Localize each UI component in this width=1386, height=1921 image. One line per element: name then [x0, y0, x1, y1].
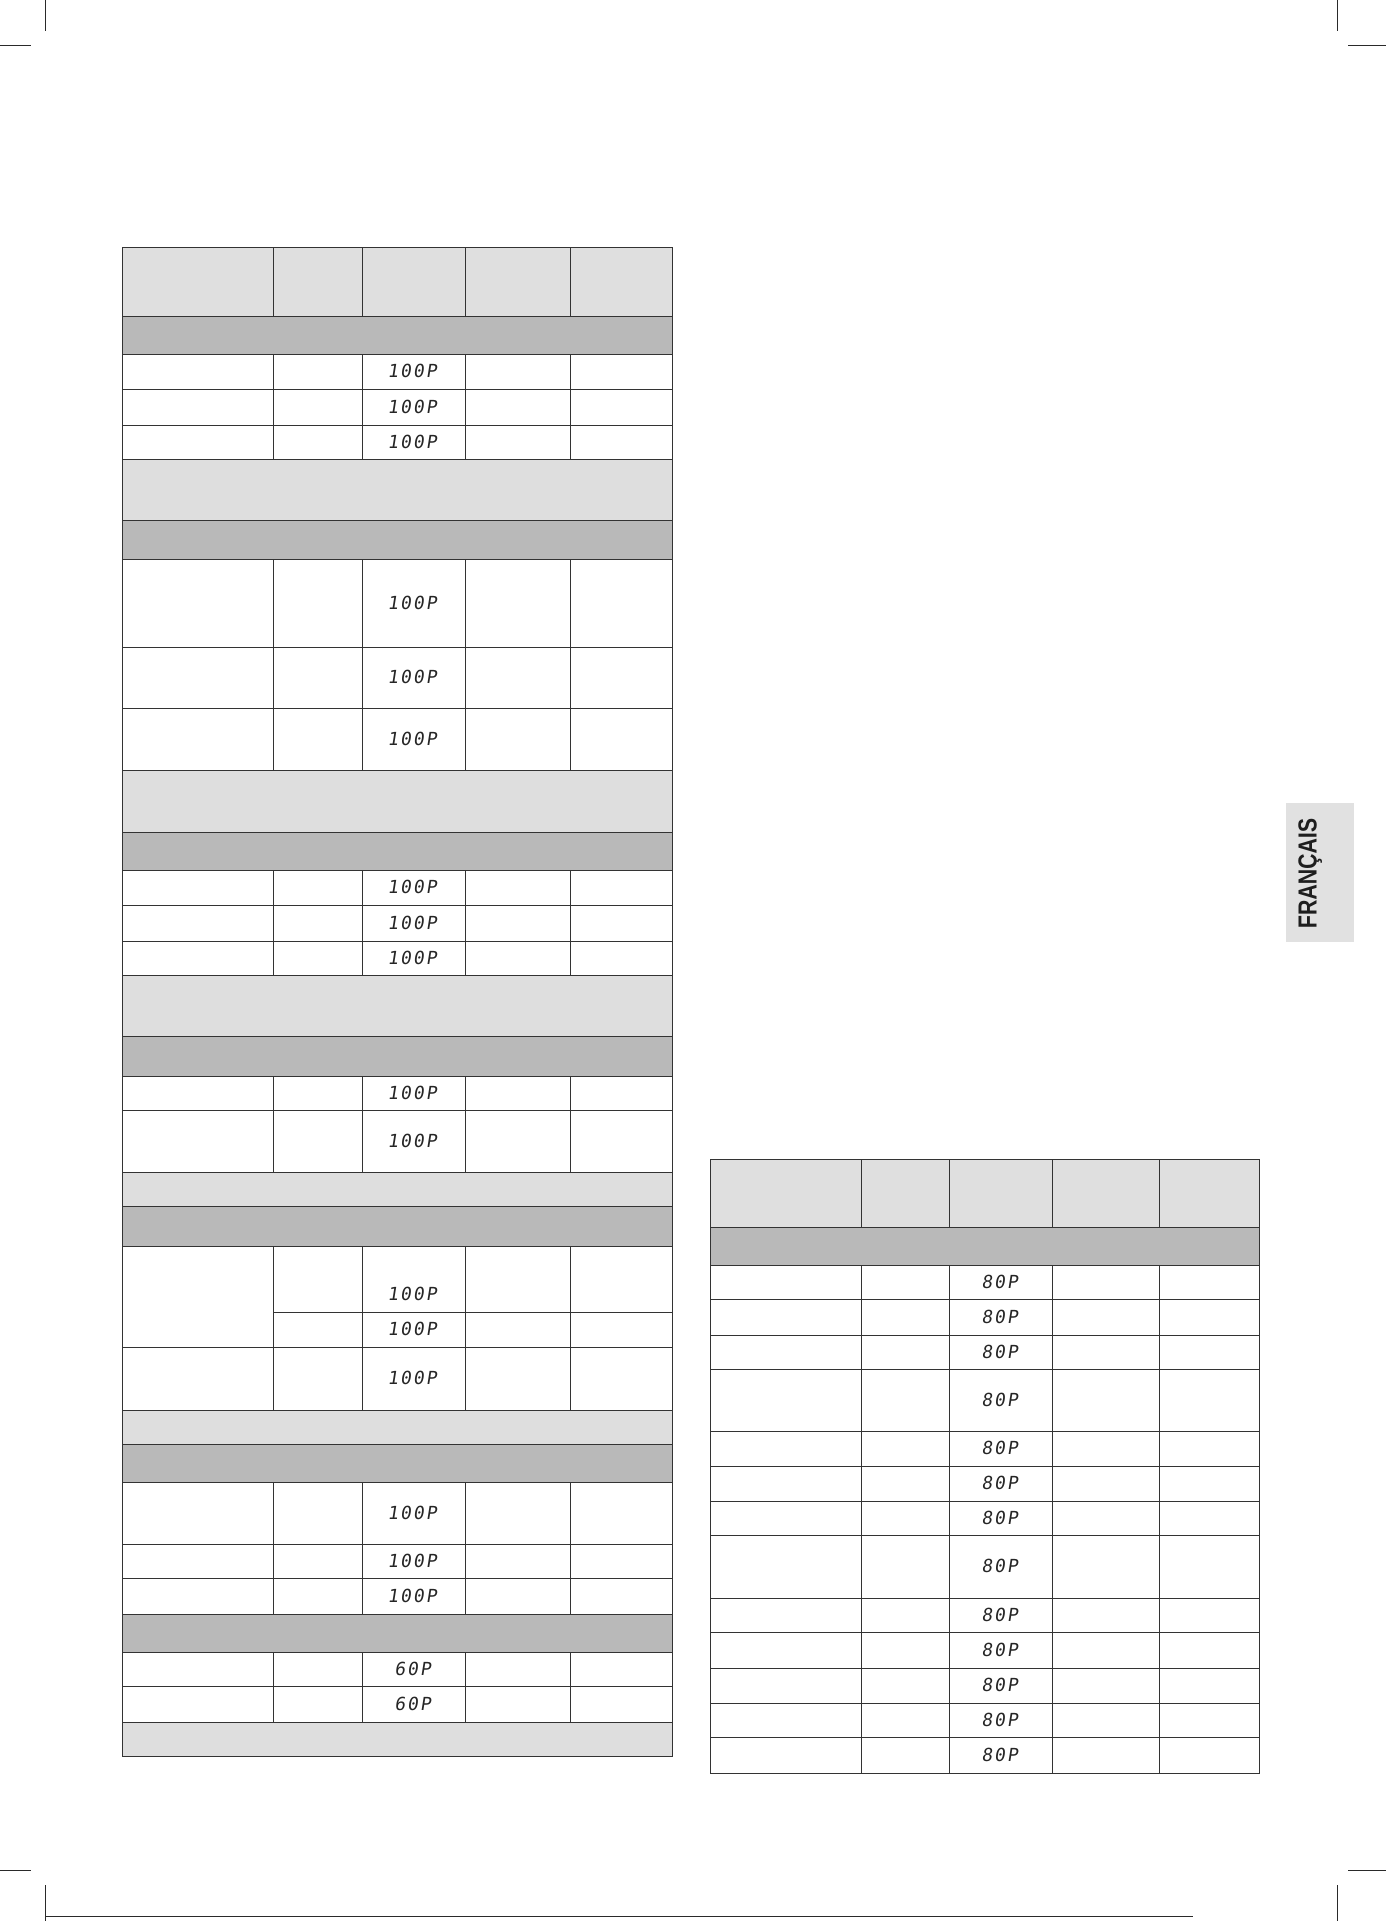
language-tab	[1286, 803, 1354, 942]
display-cell	[363, 1687, 465, 1722]
note-row	[123, 1173, 672, 1206]
table-cell	[571, 709, 672, 770]
display-readout: 100P	[386, 667, 442, 688]
table-cell	[571, 906, 672, 941]
table-cell	[466, 906, 570, 941]
crop-mark	[0, 45, 31, 46]
table-cell	[1053, 1669, 1159, 1703]
display-cell	[950, 1599, 1052, 1632]
table-cell	[571, 560, 672, 647]
display-readout: 100P	[386, 1082, 442, 1104]
table-cell	[123, 1348, 273, 1410]
display-cell	[363, 1348, 465, 1410]
table-cell	[862, 1336, 949, 1369]
display-readout: 80P	[980, 1271, 1022, 1293]
display-readout: 80P	[980, 1675, 1022, 1696]
table-cell	[1053, 1704, 1159, 1737]
table-cell	[274, 1247, 362, 1312]
table-cell	[1053, 1738, 1159, 1773]
table-cell	[1160, 1738, 1259, 1773]
table-cell	[466, 1247, 570, 1312]
display-cell	[950, 1300, 1052, 1335]
table-cell	[123, 1653, 273, 1686]
table-cell	[862, 1300, 949, 1335]
table-cell	[862, 1536, 949, 1598]
table-cell	[466, 390, 570, 425]
display-readout: 100P	[386, 728, 442, 750]
display-cell	[950, 1536, 1052, 1598]
display-readout: 100P	[386, 592, 442, 614]
table-cell	[466, 1687, 570, 1722]
display-cell	[363, 871, 465, 905]
table-cell	[711, 1536, 861, 1598]
table-cell	[466, 426, 570, 459]
table-cell	[466, 1653, 570, 1686]
table-cell	[466, 1348, 570, 1410]
display-readout: 80P	[980, 1604, 1022, 1626]
section-row	[123, 833, 672, 870]
section-row	[123, 1037, 672, 1076]
table-cell	[711, 1432, 861, 1466]
table-cell	[711, 1266, 861, 1299]
display-readout: 80P	[980, 1473, 1022, 1494]
table-cell	[123, 709, 273, 770]
table-cell	[1053, 1336, 1159, 1369]
display-cell	[950, 1266, 1052, 1299]
table-cell	[274, 871, 362, 905]
table-cell	[1053, 1502, 1159, 1535]
display-readout: 100P	[386, 1368, 442, 1389]
table-cell	[571, 1348, 672, 1410]
table-cell	[123, 906, 273, 941]
table-cell	[466, 1483, 570, 1544]
display-cell	[363, 1483, 465, 1544]
header-cell	[711, 1160, 861, 1227]
table-cell	[274, 1483, 362, 1544]
table-cell	[1053, 1599, 1159, 1632]
display-cell	[363, 426, 465, 459]
table-cell	[571, 390, 672, 425]
display-cell	[363, 648, 465, 708]
header-cell	[123, 248, 273, 316]
table-cell	[571, 1687, 672, 1722]
table-cell	[274, 1687, 362, 1722]
table-cell	[1053, 1300, 1159, 1335]
table-cell	[274, 906, 362, 941]
table-cell	[711, 1502, 861, 1535]
display-cell	[363, 1313, 465, 1347]
table-cell	[466, 1111, 570, 1172]
table-cell	[571, 871, 672, 905]
table-cell	[1053, 1432, 1159, 1466]
table-cell	[571, 1653, 672, 1686]
table-cell	[571, 1077, 672, 1110]
table-cell	[571, 648, 672, 708]
display-readout: 100P	[386, 396, 442, 418]
crop-mark	[45, 0, 46, 31]
table-cell	[862, 1266, 949, 1299]
table-cell	[1160, 1704, 1259, 1737]
table-cell	[1160, 1370, 1259, 1431]
display-cell	[950, 1669, 1052, 1703]
display-readout: 80P	[980, 1341, 1022, 1363]
display-readout: 80P	[980, 1507, 1022, 1529]
header-cell	[274, 248, 362, 316]
note-row	[123, 771, 672, 832]
table-cell	[711, 1599, 861, 1632]
table-cell	[274, 1348, 362, 1410]
table-cell	[123, 942, 273, 975]
table-cell	[274, 1579, 362, 1614]
display-readout: 60P	[393, 1658, 435, 1680]
display-readout: 100P	[386, 1284, 442, 1305]
table-cell	[711, 1300, 861, 1335]
footer-rule	[45, 1916, 1193, 1917]
table-cell	[274, 355, 362, 389]
table-cell	[466, 1545, 570, 1578]
section-row	[123, 521, 672, 559]
table-cell	[274, 942, 362, 975]
display-cell	[363, 1545, 465, 1578]
display-readout: 80P	[980, 1556, 1022, 1577]
table-cell	[711, 1336, 861, 1369]
table-cell	[123, 1077, 273, 1110]
table-cell	[123, 1247, 273, 1347]
table-cell	[571, 426, 672, 459]
table-cell	[862, 1467, 949, 1501]
table-cell	[466, 709, 570, 770]
note-row	[123, 460, 672, 520]
table-cell	[571, 1483, 672, 1544]
table-cell	[123, 355, 273, 389]
table-cell	[571, 1247, 672, 1312]
table-cell	[1160, 1432, 1259, 1466]
display-cell	[363, 355, 465, 389]
display-readout: 80P	[980, 1306, 1022, 1328]
note-row	[123, 976, 672, 1036]
table-cell	[571, 942, 672, 975]
display-readout: 60P	[393, 1693, 435, 1715]
table-cell	[1160, 1300, 1259, 1335]
table-cell	[862, 1432, 949, 1466]
table-right	[710, 1159, 1260, 1774]
display-readout: 100P	[386, 1585, 442, 1607]
table-cell	[711, 1467, 861, 1501]
table-cell	[1160, 1633, 1259, 1668]
table-cell	[466, 1579, 570, 1614]
display-cell	[363, 560, 465, 647]
display-readout: 100P	[386, 877, 442, 898]
table-cell	[1053, 1633, 1159, 1668]
table-cell	[571, 1111, 672, 1172]
display-readout: 100P	[386, 1550, 442, 1572]
table-cell	[274, 1111, 362, 1172]
note-row	[123, 1723, 672, 1756]
table-cell	[711, 1633, 861, 1668]
display-cell	[363, 1579, 465, 1614]
display-cell	[363, 1111, 465, 1172]
language-tab-label: FRANÇAIS	[1292, 817, 1323, 928]
crop-mark	[1337, 0, 1338, 31]
table-cell	[571, 355, 672, 389]
table-cell	[274, 426, 362, 459]
table-cell	[123, 648, 273, 708]
table-cell	[466, 560, 570, 647]
table-cell	[862, 1599, 949, 1632]
table-cell	[466, 1313, 570, 1347]
table-cell	[862, 1704, 949, 1737]
table-left	[122, 247, 673, 1757]
table-cell	[1160, 1669, 1259, 1703]
table-cell	[1160, 1467, 1259, 1501]
display-cell	[950, 1336, 1052, 1369]
table-cell	[862, 1738, 949, 1773]
header-cell	[1160, 1160, 1259, 1227]
table-cell	[466, 871, 570, 905]
display-readout: 100P	[386, 431, 442, 453]
display-cell	[363, 942, 465, 975]
table-cell	[274, 1653, 362, 1686]
header-cell	[466, 248, 570, 316]
display-cell	[950, 1704, 1052, 1737]
crop-mark	[1348, 1870, 1386, 1871]
display-cell	[950, 1370, 1052, 1431]
table-cell	[123, 1579, 273, 1614]
display-cell	[363, 1077, 465, 1110]
header-cell	[571, 248, 672, 316]
table-cell	[466, 1077, 570, 1110]
table-cell	[862, 1633, 949, 1668]
table-cell	[123, 560, 273, 647]
header-cell	[950, 1160, 1052, 1227]
table-cell	[1053, 1266, 1159, 1299]
display-cell	[363, 1653, 465, 1686]
table-cell	[1160, 1502, 1259, 1535]
table-cell	[1053, 1370, 1159, 1431]
display-readout: 80P	[980, 1438, 1022, 1459]
table-cell	[571, 1313, 672, 1347]
table-cell	[571, 1545, 672, 1578]
table-cell	[123, 1111, 273, 1172]
table-cell	[1053, 1467, 1159, 1501]
section-row	[123, 1207, 672, 1246]
table-cell	[466, 942, 570, 975]
crop-mark	[1348, 45, 1386, 46]
table-cell	[466, 648, 570, 708]
display-readout: 80P	[980, 1639, 1022, 1661]
table-cell	[466, 355, 570, 389]
display-readout: 100P	[386, 1319, 442, 1340]
display-cell	[363, 1247, 465, 1312]
table-cell	[123, 390, 273, 425]
section-row	[123, 1445, 672, 1482]
display-cell	[950, 1738, 1052, 1773]
display-readout: 80P	[980, 1389, 1022, 1411]
display-cell	[950, 1633, 1052, 1668]
section-row	[711, 1228, 1259, 1265]
table-cell	[123, 1483, 273, 1544]
section-row	[123, 317, 672, 354]
display-readout: 80P	[980, 1709, 1022, 1731]
table-cell	[274, 1313, 362, 1347]
table-cell	[711, 1669, 861, 1703]
table-cell	[862, 1370, 949, 1431]
table-cell	[123, 1687, 273, 1722]
table-cell	[1160, 1536, 1259, 1598]
display-readout: 100P	[386, 947, 442, 969]
display-cell	[950, 1432, 1052, 1466]
table-cell	[711, 1370, 861, 1431]
display-cell	[363, 906, 465, 941]
section-row	[123, 1615, 672, 1652]
table-cell	[274, 1077, 362, 1110]
table-cell	[1053, 1536, 1159, 1598]
table-cell	[1160, 1336, 1259, 1369]
table-cell	[1160, 1266, 1259, 1299]
table-cell	[571, 1579, 672, 1614]
note-row	[123, 1411, 672, 1444]
table-cell	[123, 871, 273, 905]
table-cell	[711, 1704, 861, 1737]
display-readout: 80P	[980, 1744, 1022, 1766]
header-cell	[862, 1160, 949, 1227]
display-cell	[950, 1502, 1052, 1535]
display-readout: 100P	[386, 1130, 442, 1152]
table-cell	[123, 426, 273, 459]
crop-mark	[1337, 1885, 1338, 1921]
table-cell	[862, 1502, 949, 1535]
header-cell	[363, 248, 465, 316]
table-cell	[274, 709, 362, 770]
table-cell	[123, 1545, 273, 1578]
display-cell	[950, 1467, 1052, 1501]
table-cell	[274, 560, 362, 647]
table-cell	[1160, 1599, 1259, 1632]
header-cell	[1053, 1160, 1159, 1227]
table-cell	[274, 1545, 362, 1578]
crop-mark	[0, 1870, 31, 1871]
table-cell	[862, 1669, 949, 1703]
table-cell	[274, 648, 362, 708]
display-cell	[363, 390, 465, 425]
display-readout: 100P	[386, 361, 442, 382]
display-readout: 100P	[386, 912, 442, 934]
display-cell	[363, 709, 465, 770]
display-readout: 100P	[386, 1502, 442, 1524]
table-cell	[274, 390, 362, 425]
table-cell	[711, 1738, 861, 1773]
